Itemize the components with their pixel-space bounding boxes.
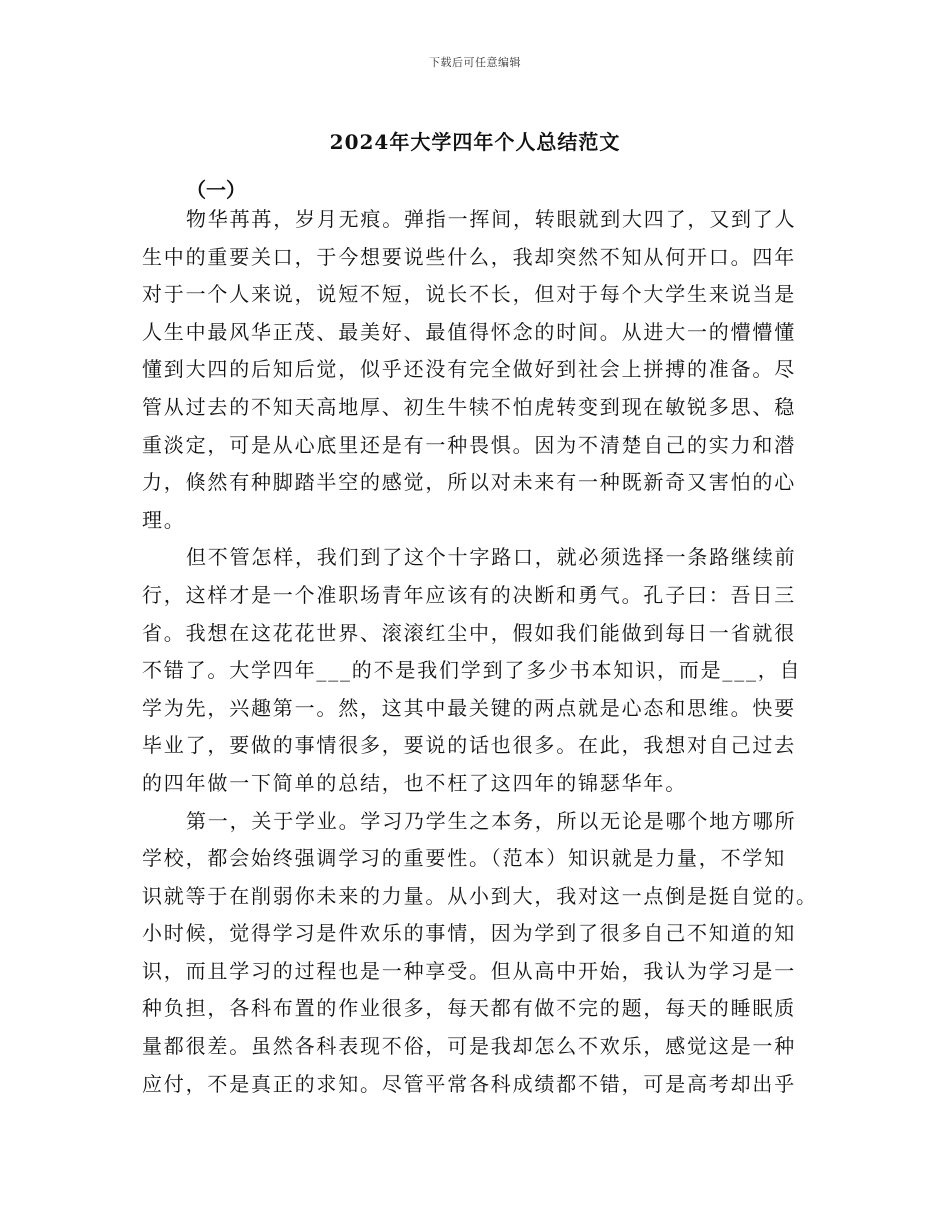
- paragraph-line: 懂到大四的后知后觉，似乎还没有完全做好到社会上拼搏的准备。尽: [142, 357, 796, 382]
- paragraph-line: 种负担，各科布置的作业很多，每天都有做不完的题，每天的睡眠质: [142, 996, 796, 1021]
- paragraph-line: 识就等于在削弱你未来的力量。从小到大，我对这一点倒是挺自觉的。: [142, 883, 818, 908]
- paragraph-line: 毕业了，要做的事情很多，要说的话也很多。在此，我想对自己过去: [142, 733, 796, 758]
- paragraph-line: 对于一个人来说，说短不短，说长不长，但对于每个大学生来说当是: [142, 282, 796, 307]
- paragraph-line: 省。我想在这花花世界、滚滚红尘中，假如我们能做到每日一省就很: [142, 620, 796, 645]
- paragraph-line: 学校，都会始终强调学习的重要性。（范本）知识就是力量，不学知: [142, 846, 786, 871]
- paragraph-line: 力，倏然有种脚踏半空的感觉，所以对未来有一种既新奇又害怕的心: [142, 470, 796, 495]
- paragraph-line: 识，而且学习的过程也是一种享受。但从高中开始，我认为学习是一: [142, 958, 796, 983]
- paragraph-line: 应付，不是真正的求知。尽管平常各科成绩都不错，可是高考却出乎: [142, 1071, 796, 1096]
- paragraph-line: 物华苒苒，岁月无痕。弹指一挥间，转眼就到大四了，又到了人: [186, 207, 797, 231]
- paragraph-line: 重淡定，可是从心底里还是有一种畏惧。因为不清楚自己的实力和潜: [142, 432, 796, 457]
- page-header-note: 下载后可任意编辑: [429, 56, 521, 69]
- paragraph-line: 量都很差。虽然各科表现不俗，可是我却怎么不欢乐，感觉这是一种: [142, 1034, 796, 1059]
- paragraph-line: 人生中最风华正茂、最美好、最值得怀念的时间。从进大一的懵懵懂: [142, 319, 796, 344]
- paragraph-line: 但不管怎样，我们到了这个十字路口，就必须选择一条路继续前: [186, 545, 797, 570]
- paragraph-line: 学为先，兴趣第一。然，这其中最关键的两点就是心态和思维。快要: [142, 695, 796, 720]
- document-title: 2024年大学四年个人总结范文: [329, 130, 621, 154]
- document-body: [142, 201, 822, 1103]
- paragraph-line: 的四年做一下简单的总结，也不枉了这四年的锦瑟华年。: [142, 770, 687, 795]
- paragraph-line: 行，这样才是一个准职场青年应该有的决断和勇气。孔子曰：吾日三: [142, 582, 796, 607]
- paragraph-line: 管从过去的不知天高地厚、初生牛犊不怕虎转变到现在敏锐多思、稳: [142, 394, 796, 419]
- paragraph-line: 小时候，觉得学习是件欢乐的事情，因为学到了很多自己不知道的知: [142, 921, 796, 946]
- paragraph-line: 不错了。大学四年___的不是我们学到了多少书本知识，而是___，自: [142, 658, 802, 683]
- paragraph-line: 生中的重要关口，于今想要说些什么，我却突然不知从何开口。四年: [142, 244, 796, 269]
- paragraph-line: 理。: [142, 507, 186, 532]
- section-heading: （一）: [186, 178, 246, 202]
- paragraph-line: 第一，关于学业。学习乃学生之本务，所以无论是哪个地方哪所: [186, 808, 797, 833]
